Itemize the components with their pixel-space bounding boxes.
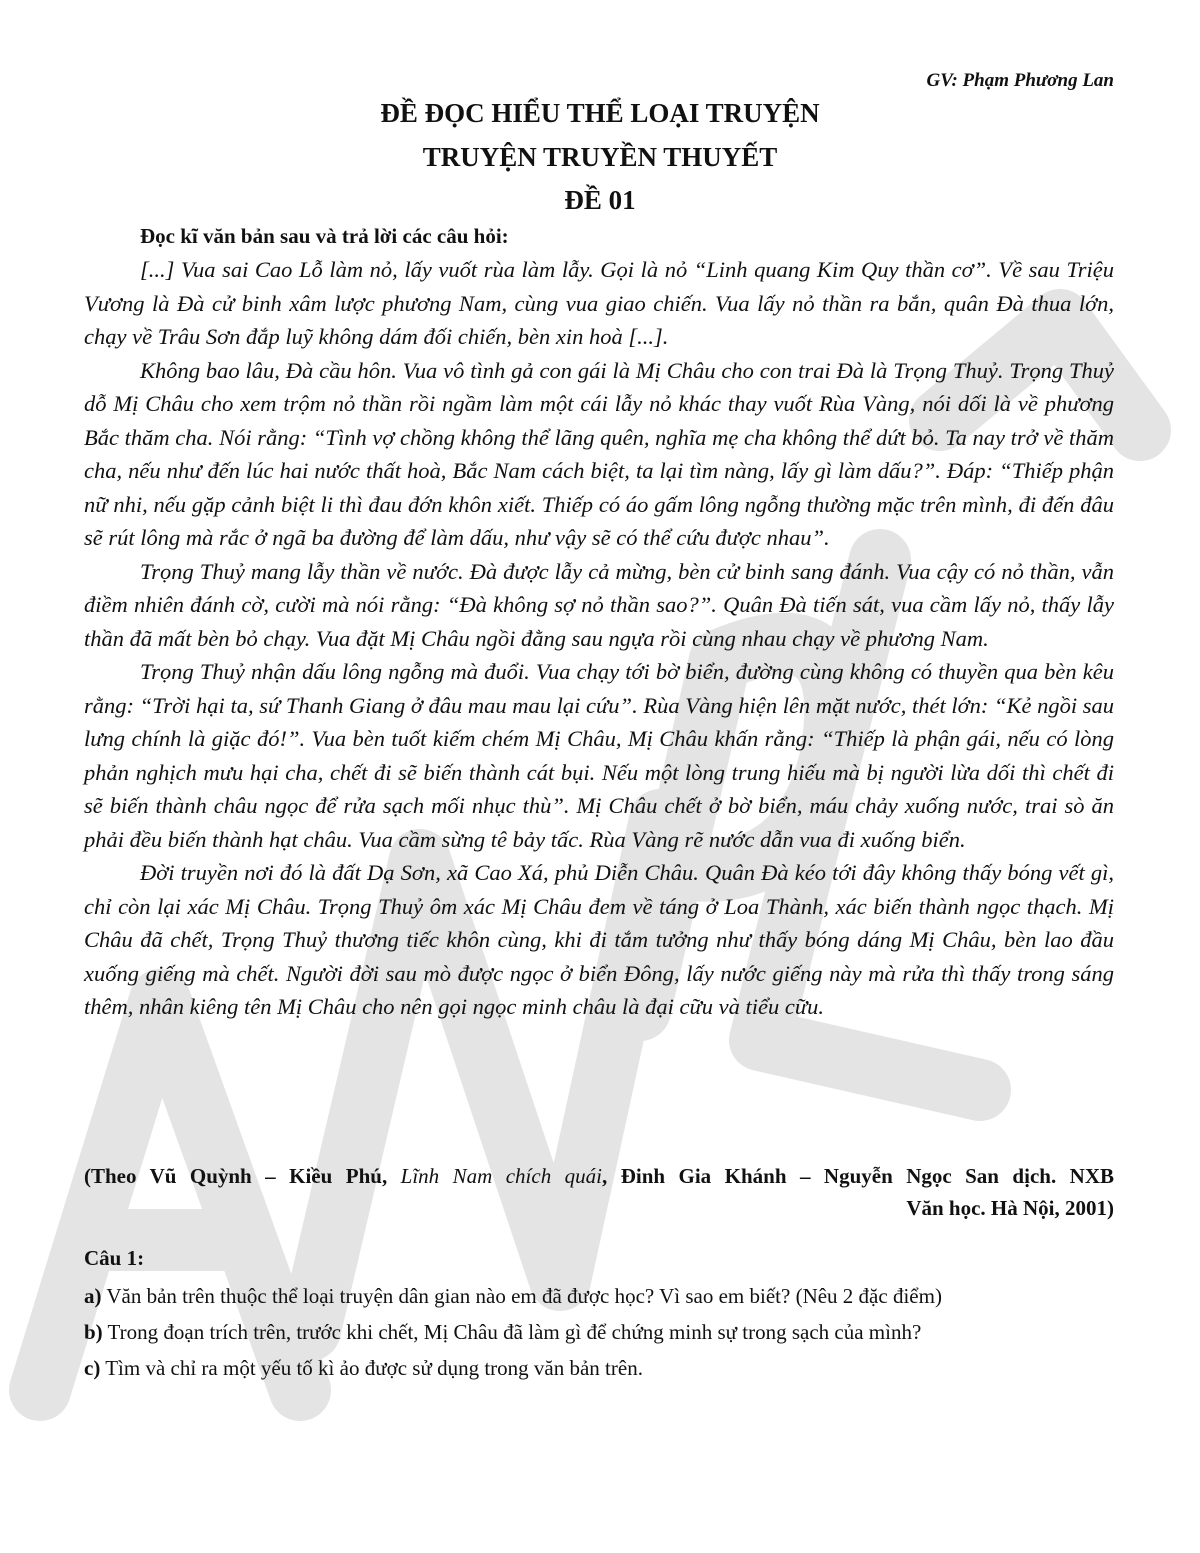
- passage-paragraph: Đời truyền nơi đó là đất Dạ Sơn, xã Cao Xá, phủ Diễn Châu. Quân Đà kéo tới đây không thấy bóng vết gì, chỉ còn lại xác Mị Châu. Trọng Thuỷ ôm xác Mị Châu đem về táng ở Loa Thành, xác biến thành ngọc thạch. Mị Châu đã chết, Trọng Thuỷ thương tiếc khôn cùng, khi đi tắm tưởng như thấy bóng dáng Mị Châu, bèn lao đầu xuống giếng mà chết. Người đời sau mò được ngọc ở biển Đông, lấy nước giếng này mà rửa thì thấy trong sáng thêm, nhân kiêng tên Mị Châu cho nên gọi ngọc minh châu là đại cữu và tiểu cữu.: [84, 860, 1114, 1019]
- citation-prefix: (Theo Vũ Quỳnh – Kiều Phú,: [84, 1164, 401, 1188]
- question-text: Văn bản trên thuộc thể loại truyện dân gian nào em đã được học? Vì sao em biết? (Nêu 2 đặc điểm): [101, 1284, 942, 1308]
- question-text: Tìm và chỉ ra một yếu tố kì ảo được sử dụng trong văn bản trên.: [100, 1356, 643, 1380]
- passage-paragraph: Không bao lâu, Đà cầu hôn. Vua vô tình gả con gái là Mị Châu cho con trai Đà là Trọng Thuỷ. Trọng Thuỷ dỗ Mị Châu cho xem trộm nỏ thần rồi ngầm làm một cái lẫy nỏ khác thay vuốt Rùa Vàng, nói dối là về phương Bắc thăm cha. Nói rằng: “Tình vợ chồng không thể lãng quên, nghĩa mẹ cha không thể dứt bỏ. Ta nay trở về thăm cha, nếu như đến lúc hai nước thất hoà, Bắc Nam cách biệt, ta lại tìm nàng, lấy gì làm dấu?”. Đáp: “Thiếp phận nữ nhi, nếu gặp cảnh biệt li thì đau đớn khôn xiết. Thiếp có áo gấm lông ngỗng thường mặc trên mình, đi đến đâu sẽ rút lông mà rắc ở ngã ba đường để làm dấu, như vậy sẽ có thể cứu được nhau”.: [84, 357, 1114, 550]
- question-label: c): [84, 1356, 101, 1380]
- question-item-c: [84, 1352, 1114, 1384]
- question-label: b): [84, 1320, 103, 1344]
- title-line-3: ĐỀ 01: [564, 185, 636, 215]
- citation-line-2: Văn học. Hà Nội, 2001): [906, 1196, 1114, 1220]
- title-line-1: ĐỀ ĐỌC HIỂU THỂ LOẠI TRUYỆN: [380, 98, 820, 128]
- passage-paragraph: Trọng Thuỷ nhận dấu lông ngỗng mà đuổi. Vua chạy tới bờ biển, đường cùng không có thuyền qua bèn kêu rằng: “Trời hại ta, sứ Thanh Giang ở đâu mau mau lại cứu”. Rùa Vàng hiện lên mặt nước, thét lớn: “Kẻ ngồi sau lưng chính là giặc đó!”. Vua bèn tuốt kiếm chém Mị Châu, Mị Châu khấn rằng: “Thiếp là phận gái, nếu có lòng phản nghịch mưu hại cha, chết đi sẽ biến thành cát bụi. Nếu một lòng trung hiếu mà bị người lừa dối thì chết đi sẽ biến thành châu ngọc để rửa sạch mối nhục thù”. Mị Châu chết ở bờ biển, máu chảy xuống nước, trai sò ăn phải đều biến thành hạt châu. Vua cầm sừng tê bảy tấc. Rùa Vàng rẽ nước dẫn vua đi xuống biển.: [84, 659, 1114, 852]
- citation-suffix: , Đinh Gia Khánh – Nguyễn Ngọc San dịch. NXB: [602, 1164, 1114, 1188]
- question-item-a: [84, 1280, 1114, 1312]
- question-label: a): [84, 1284, 102, 1308]
- source-citation: [84, 1160, 1114, 1224]
- question-section: [84, 1242, 1114, 1388]
- passage-paragraph: [...] Vua sai Cao Lỗ làm nỏ, lấy vuốt rùa làm lẫy. Gọi là nỏ “Linh quang Kim Quy thần cơ”. Về sau Triệu Vương là Đà cử binh xâm lược phương Nam, cùng vua giao chiến. Vua lấy nỏ thần ra bắn, quân Đà thua lớn, chạy về Trâu Sơn đắp luỹ không dám đối chiến, bèn xin hoà [...].: [84, 257, 1114, 349]
- citation-book-title: Lĩnh Nam chích quái: [400, 1164, 602, 1188]
- question-item-b: [84, 1316, 1114, 1348]
- author-label: GV: Phạm Phương Lan: [926, 70, 1114, 91]
- question-text: Trong đoạn trích trên, trước khi chết, Mị Châu đã làm gì để chứng minh sự trong sạch của mình?: [102, 1320, 922, 1344]
- story-passage: [84, 253, 1114, 1024]
- question-heading: Câu 1:: [84, 1246, 145, 1270]
- passage-paragraph: Trọng Thuỷ mang lẫy thần về nước. Đà được lẫy cả mừng, bèn cử binh sang đánh. Vua cậy có nỏ thần, vẫn điềm nhiên đánh cờ, cười mà nói rằng: “Đà không sợ nỏ thần sao?”. Quân Đà tiến sát, vua cầm lấy nỏ, thấy lẫy thần đã mất bèn bỏ chạy. Vua đặt Mị Châu ngồi đằng sau ngựa rồi cùng nhau chạy về phương Nam.: [84, 558, 1114, 651]
- title-line-2: TRUYỆN TRUYỀN THUYẾT: [422, 142, 778, 172]
- reading-instruction: Đọc kĩ văn bản sau và trả lời các câu hỏi:: [140, 224, 509, 248]
- citation-line-1: [84, 1160, 1114, 1192]
